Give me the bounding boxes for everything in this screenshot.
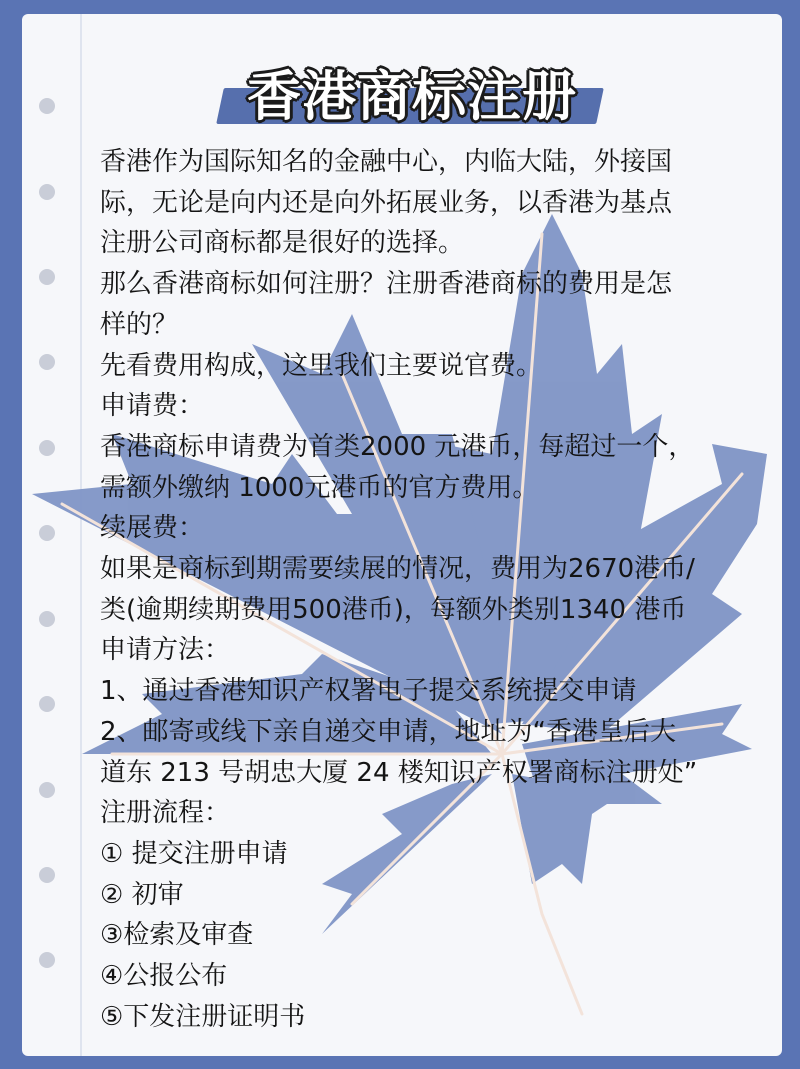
section-heading: 注册流程： — [100, 798, 231, 829]
list-item: 1、通过香港知识产权署电子提交系统提交申请 — [100, 676, 637, 707]
text-line: 先看费用构成，这里我们主要说官费。 — [100, 350, 543, 381]
list-item: 2、邮寄或线下亲自递交申请，地址为“香港皇后大 — [100, 716, 677, 747]
list-item: ⑤下发注册证明书 — [100, 1001, 306, 1032]
notebook-page — [22, 14, 782, 1056]
text-line: 际，无论是向内还是向外拓展业务，以香港为基点 — [100, 187, 673, 218]
list-item: ④公报公布 — [100, 961, 228, 992]
text-line: 样的？ — [100, 309, 179, 340]
body-text — [100, 142, 770, 1037]
text-line: 香港作为国际知名的金融中心，内临大陆，外接国 — [100, 147, 673, 177]
title-banner — [212, 54, 612, 126]
section-heading: 申请费： — [100, 391, 205, 422]
text-line: 类(逾期续期费用500港币)，每额外类别1340 港币 — [100, 594, 687, 625]
text-line: 那么香港商标如何注册？注册香港商标的费用是怎 — [100, 269, 673, 300]
list-item: ① 提交注册申请 — [100, 838, 288, 869]
text-line: 香港商标申请费为首类2000 元港币，每超过一个， — [100, 431, 695, 462]
text-line: 需额外缴纳 1000元港币的官方费用。 — [100, 472, 539, 503]
page-title: 香港商标注册 — [247, 65, 577, 128]
section-heading: 申请方法： — [100, 635, 231, 666]
section-heading: 续展费： — [100, 513, 205, 544]
list-item: ③检索及审查 — [100, 920, 254, 951]
text-line: 如果是商标到期需要续展的情况，费用为2670港币/ — [100, 554, 695, 585]
list-item: 道东 213 号胡忠大厦 24 楼知识产权署商标注册处” — [100, 757, 698, 788]
list-item: ② 初审 — [100, 879, 184, 910]
text-line: 注册公司商标都是很好的选择。 — [100, 228, 465, 259]
